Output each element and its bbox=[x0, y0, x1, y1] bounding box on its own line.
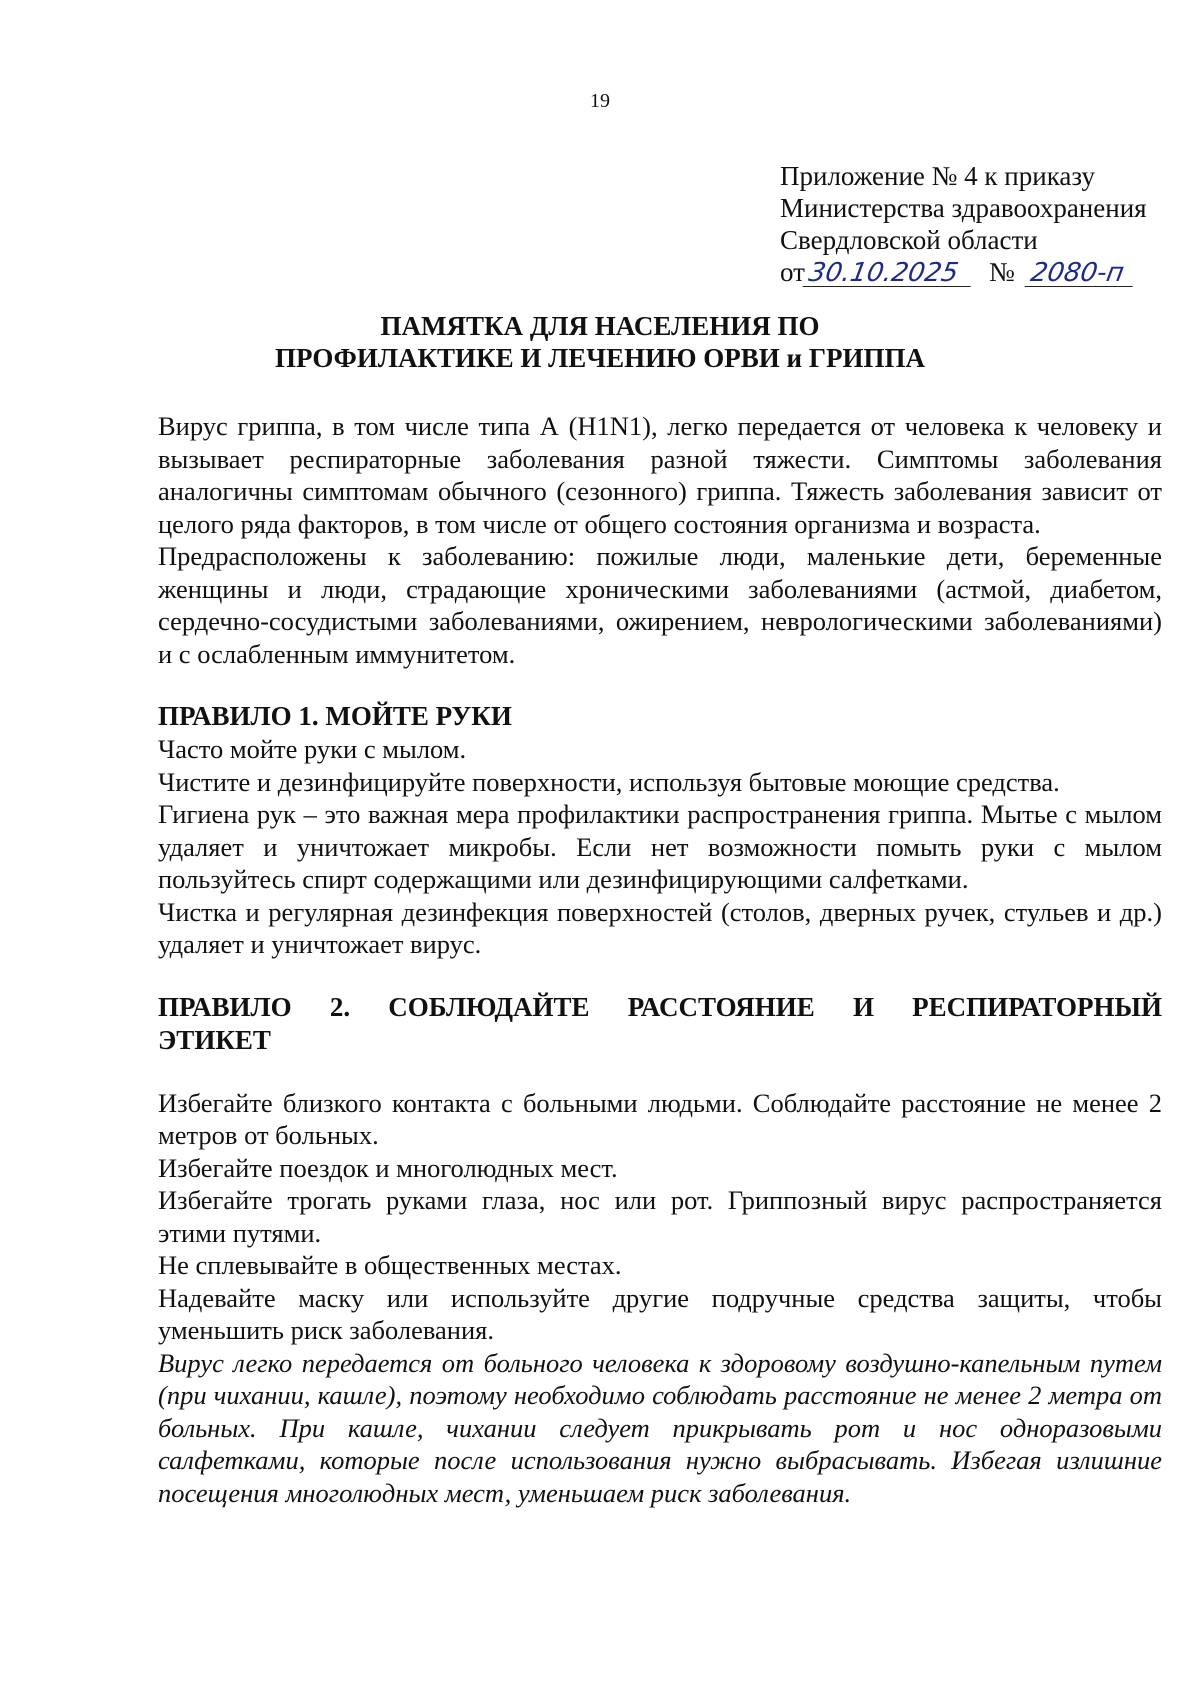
rule-2-paragraph-5: Надевайте маску или используйте другие подручные средства защиты, чтобы уменьшить риск заболевания. bbox=[158, 1282, 1162, 1345]
number-sign: № bbox=[988, 257, 1015, 287]
document-body bbox=[158, 410, 1162, 1509]
spacer bbox=[158, 1057, 1162, 1087]
handwritten-order-number: 2080-п bbox=[1024, 260, 1137, 287]
document-title bbox=[0, 310, 1200, 374]
appendix-block bbox=[780, 160, 1180, 288]
rule-1-paragraph-4: Чистка и регулярная дезинфекция поверхностей (столов, дверных ручек, стульев и др.) удаляет и уничтожает вирус. bbox=[158, 896, 1162, 959]
rule-1-paragraph-3: Гигиена рук – это важная мера профилактики распространения гриппа. Мытье с мылом удаляет и уничтожает микробы. Если нет возможности помыть руки с мылом пользуйтесь спирт содержащими или дезинфицирующими салфетками. bbox=[158, 799, 1162, 894]
title-line-2: ПРОФИЛАКТИКЕ И ЛЕЧЕНИЮ ОРВИ и ГРИППА bbox=[275, 343, 925, 373]
rule-2-heading: ПРАВИЛО 2. СОБЛЮДАЙТЕ РАССТОЯНИЕ И РЕСПИРАТОРНЫЙ ЭТИКЕТ bbox=[158, 991, 1162, 1055]
rule-2-italic-note: Вирус легко передается от больного человека к здоровому воздушно-капельным путем (при чихании, кашле), поэтому необходимо соблюдать расстояние не менее 2 метра от больных. При кашле, чихании следует прикрывать рот и нос одноразовыми салфетками, которые после использования нужно выбрасывать. Избегая излишние посещения многолюдных мест, уменьшаем риск заболевания. bbox=[158, 1347, 1162, 1508]
appendix-line-1: Приложение № 4 к приказу bbox=[780, 161, 1095, 191]
rule-1-paragraph-2: Чистите и дезинфицируйте поверхности, используя бытовые моющие средства. bbox=[158, 766, 1060, 797]
rule-2-paragraph-1: Избегайте близкого контакта с больными людьми. Соблюдайте расстояние не менее 2 метров от больных. bbox=[158, 1087, 1162, 1150]
title-line-1: ПАМЯТКА ДЛЯ НАСЕЛЕНИЯ ПО bbox=[380, 311, 820, 341]
page-number: 19 bbox=[590, 90, 610, 112]
from-prefix: от bbox=[780, 257, 805, 287]
rule-1-heading: ПРАВИЛО 1. МОЙТЕ РУКИ bbox=[158, 701, 512, 731]
order-date-number-line bbox=[780, 256, 1180, 288]
rule-2-paragraph-2: Избегайте поездок и многолюдных мест. bbox=[158, 1152, 618, 1183]
rule-2-paragraph-4: Не сплевывайте в общественных местах. bbox=[158, 1250, 622, 1280]
intro-paragraph-1: Вирус гриппа, в том числе типа А (H1N1), легко передается от человека к человеку и вызывает респираторные заболевания разной тяжести. Симптомы заболевания аналогичны симптомам обычного (сезонного) гриппа. Тяжесть заболевания зависит от целого ряда факторов, в том числе от общего состояния организма и возраста. bbox=[158, 411, 1162, 539]
handwritten-date: 30.10.2025 bbox=[803, 260, 976, 287]
rule-1-paragraph-1: Часто мойте руки с мылом. bbox=[158, 734, 467, 764]
appendix-line-2: Министерства здравоохранения bbox=[780, 193, 1147, 223]
rule-2-paragraph-3: Избегайте трогать руками глаза, нос или рот. Гриппозный вирус распространяется этими путями. bbox=[158, 1185, 1162, 1248]
intro-paragraph-2: Предрасположены к заболеванию: пожилые люди, маленькие дети, беременные женщины и люди, страдающие хроническими заболеваниями (астмой, диабетом, сердечно-сосудистыми заболеваниями, ожирением, неврологическими заболеваниями) и с ослабленным иммунитетом. bbox=[158, 541, 1162, 669]
appendix-line-3: Свердловской области bbox=[780, 225, 1038, 255]
